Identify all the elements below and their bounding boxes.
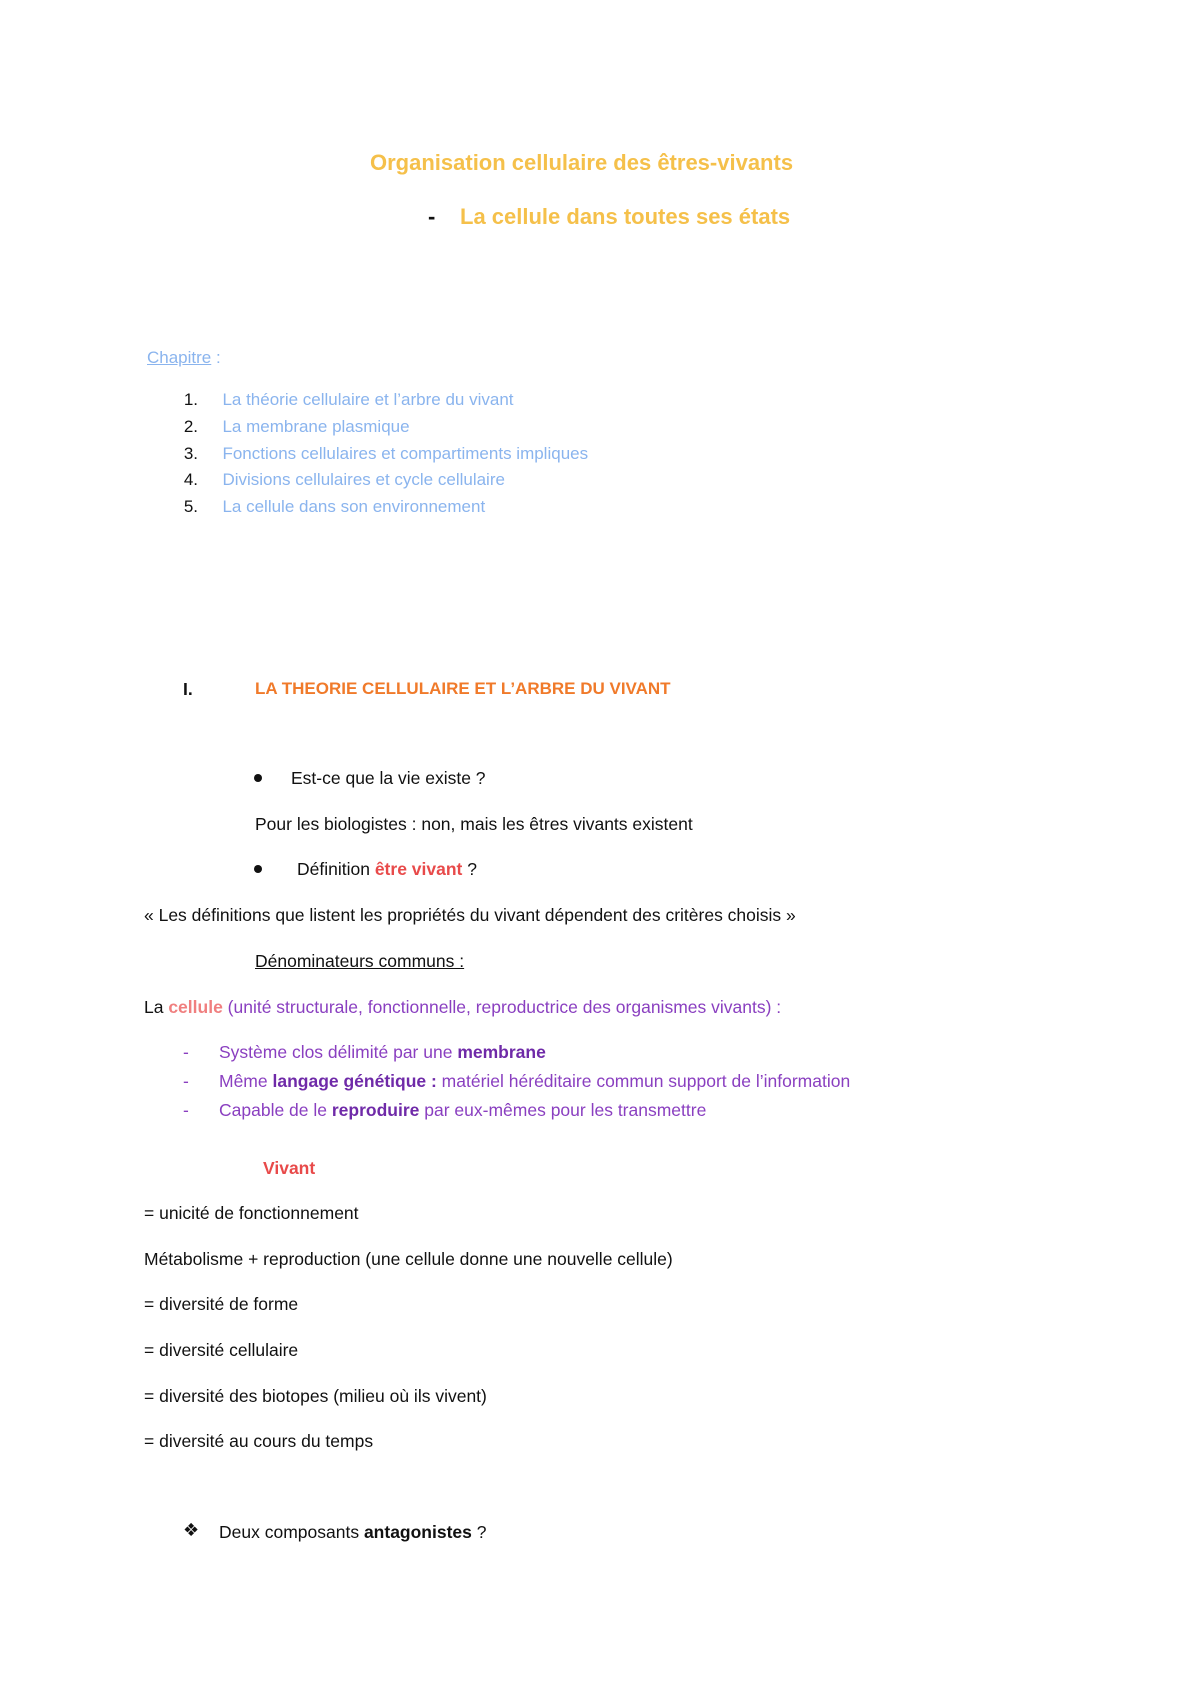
list-item <box>183 1100 707 1121</box>
toc-text: Fonctions cellulaires et compartiments impliques <box>222 444 589 463</box>
list-text <box>219 1071 850 1092</box>
list-dash: - <box>183 1042 189 1062</box>
question-definition <box>297 859 477 880</box>
vivant-line: = diversité cellulaire <box>144 1340 299 1360</box>
toc-item <box>168 390 514 410</box>
toc-text: La théorie cellulaire et l’arbre du vivant <box>222 390 514 409</box>
antagonists-suffix: ? <box>471 1522 487 1542</box>
toc-number: 4. <box>183 470 198 489</box>
cellule-word: cellule <box>168 997 223 1017</box>
list-item <box>183 1071 851 1092</box>
list-text <box>219 1100 706 1121</box>
antagonists-bold: antagonistes <box>363 1522 472 1542</box>
toc-text: Divisions cellulaires et cycle cellulaire <box>222 470 505 489</box>
vivant-line: = diversité au cours du temps <box>144 1431 374 1451</box>
cellule-rest: (unité structurale, fonctionnelle, reproductrice des organismes vivants) : <box>222 997 782 1017</box>
toc-item <box>168 417 410 437</box>
definition-highlight: être vivant <box>374 859 463 879</box>
bullet-icon <box>254 774 262 782</box>
diamond-bullet-icon: ❖ <box>183 1520 200 1540</box>
vivant-line: = unicité de fonctionnement <box>144 1203 359 1223</box>
cellule-prefix: La <box>144 997 169 1017</box>
vivant-line: = diversité des biotopes (milieu où ils vivent) <box>144 1386 487 1406</box>
toc-number: 1. <box>183 390 198 409</box>
subtitle-dash: - <box>428 204 436 229</box>
page-subtitle: La cellule dans toutes ses états <box>460 204 791 229</box>
list-text-bold: langage génétique : <box>272 1071 437 1091</box>
list-text-a: Même <box>219 1071 273 1091</box>
list-text-bold: reproduire <box>331 1100 420 1120</box>
section-title: LA THEORIE CELLULAIRE ET L’ARBRE DU VIVANT <box>255 679 671 698</box>
toc-heading <box>147 348 221 368</box>
list-text-bold: membrane <box>457 1042 546 1062</box>
vivant-line: = diversité de forme <box>144 1294 299 1314</box>
list-text-c: par eux-mêmes pour les transmettre <box>419 1100 707 1120</box>
definition-quote: « Les définitions que listent les propriétés du vivant dépendent des critères choisis » <box>144 905 796 925</box>
toc-label: Chapitre <box>147 348 212 367</box>
toc-number: 2. <box>183 417 198 436</box>
answer-biologists: Pour les biologistes : non, mais les êtres vivants existent <box>255 814 693 834</box>
section-number: I. <box>183 679 193 699</box>
list-dash: - <box>183 1100 189 1120</box>
toc-item <box>168 497 485 517</box>
page-title: Organisation cellulaire des êtres-vivants <box>370 150 794 175</box>
bullet-icon <box>254 865 262 873</box>
denominateurs-heading: Dénominateurs communs : <box>255 951 465 971</box>
vivant-heading: Vivant <box>263 1158 316 1178</box>
toc-text: La membrane plasmique <box>222 417 410 436</box>
list-text-a: Système clos délimité par une <box>219 1042 458 1062</box>
list-text <box>219 1042 546 1063</box>
definition-suffix: ? <box>462 859 477 879</box>
definition-prefix: Définition <box>297 859 375 879</box>
vivant-line: Métabolisme + reproduction (une cellule donne une nouvelle cellule) <box>144 1249 673 1269</box>
antagonists-prefix: Deux composants <box>219 1522 364 1542</box>
question-antagonists <box>219 1522 487 1543</box>
toc-number: 3. <box>183 444 198 463</box>
list-item <box>183 1042 546 1063</box>
list-text-a: Capable de le <box>219 1100 332 1120</box>
toc-colon: : <box>211 348 221 367</box>
toc-item <box>168 470 505 490</box>
list-text-c: matériel héréditaire commun support de l’information <box>436 1071 851 1091</box>
toc-text: La cellule dans son environnement <box>222 497 486 516</box>
question-life: Est-ce que la vie existe ? <box>291 768 486 788</box>
list-dash: - <box>183 1071 189 1091</box>
toc-item <box>168 444 588 464</box>
toc-number: 5. <box>183 497 198 516</box>
cellule-line <box>144 997 781 1018</box>
